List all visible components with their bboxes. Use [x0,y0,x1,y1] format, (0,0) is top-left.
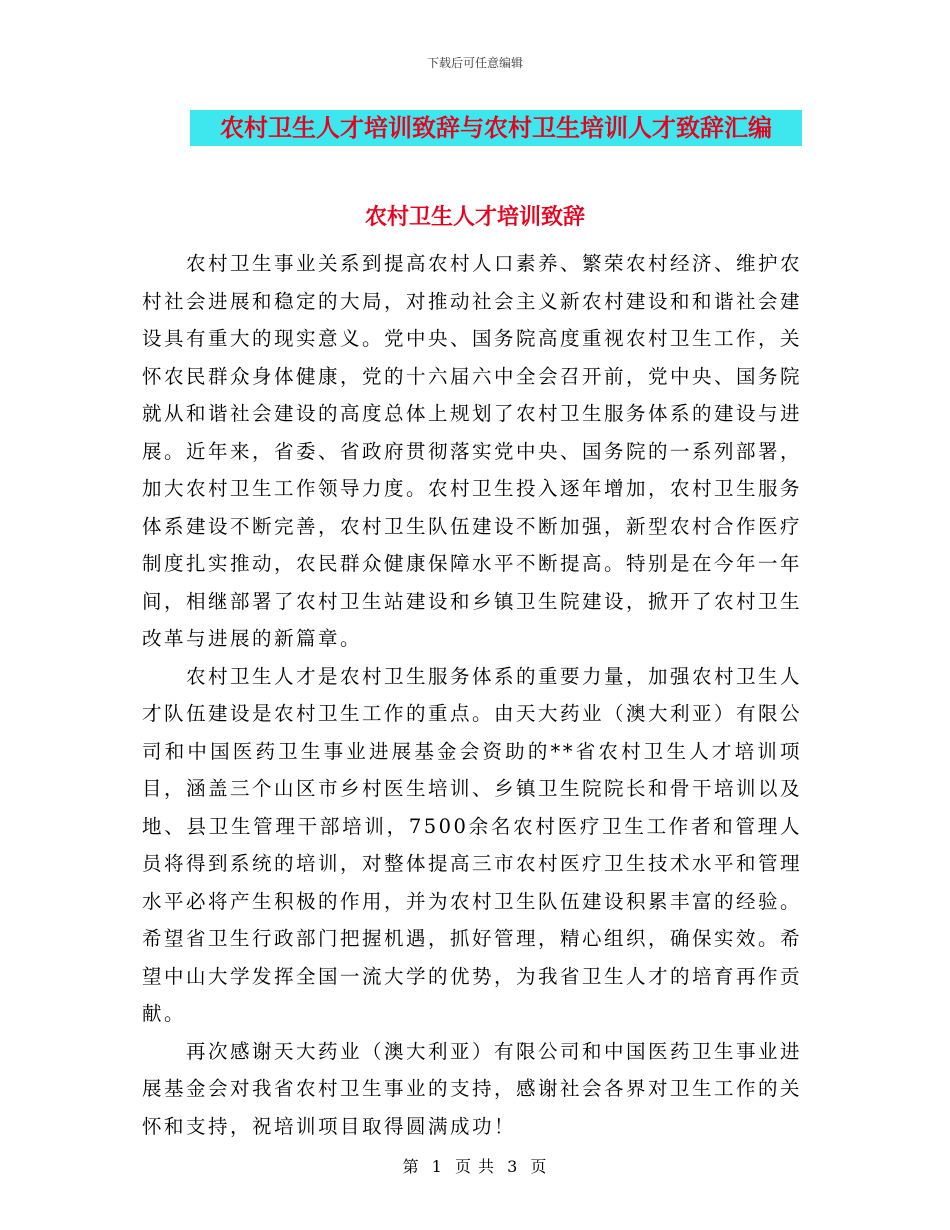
page-current: 1 [431,1157,443,1176]
page-suffix: 页 [530,1157,548,1176]
main-title: 农村卫生人才培训致辞与农村卫生培训人才致辞汇编 [220,113,772,142]
header-note: 下载后可任意编辑 [426,56,523,70]
page-label: 第 [402,1157,420,1176]
document-body [142,245,802,1145]
section-title: 农村卫生人才培训致辞 [364,204,585,230]
page-footer [0,1154,950,1177]
paragraph-3: 再次感谢天大药业（澳大利亚）有限公司和中国医药卫生事业进展基金会对我省农村卫生事业的支持，感谢社会各界对卫生工作的关怀和支持，祝培训项目取得圆满成功！ [142,1039,803,1138]
page-separator: 页 共 [454,1157,496,1176]
paragraph-2: 农村卫生人才是农村卫生服务体系的重要力量，加强农村卫生人才队伍建设是农村卫生工作的重点。由天大药业（澳大利亚）有限公司和中国医药卫生事业进展基金会资助的**省农村卫生人才培训项目，涵盖三个山区市乡村医生培训、乡镇卫生院院长和骨干培训以及地、县卫生管理干部培训，7500余名农村医疗卫生工作者和管理人员将得到系统的培训，对整体提高三市农村医疗卫生技术水平和管理水平必将产生积极的作用，并为农村卫生队伍建设积累丰富的经验。希望省卫生行政部门把握机遇，抓好管理，精心组织，确保实效。希望中山大学发挥全国一流大学的优势，为我省卫生人才的培育再作贡献。 [142,664,803,1025]
main-title-highlight [190,110,802,146]
paragraph-1: 农村卫生事业关系到提高农村人口素养、繁荣农村经济、维护农村社会进展和稳定的大局，对推动社会主义新农村建设和和谐社会建设具有重大的现实意义。党中央、国务院高度重视农村卫生工作，关怀农民群众身体健康，党的十六届六中全会召开前，党中央、国务院就从和谐社会建设的高度总体上规划了农村卫生服务体系的建设与进展。近年来，省委、省政府贯彻落实党中央、国务院的一系列部署，加大农村卫生工作领导力度。农村卫生投入逐年增加，农村卫生服务体系建设不断完善，农村卫生队伍建设不断加强，新型农村合作医疗制度扎实推动，农民群众健康保障水平不断提高。特别是在今年一年间，相继部署了农村卫生站建设和乡镇卫生院建设，掀开了农村卫生改革与进展的新篇章。 [142,252,803,650]
page-total: 3 [507,1157,519,1176]
